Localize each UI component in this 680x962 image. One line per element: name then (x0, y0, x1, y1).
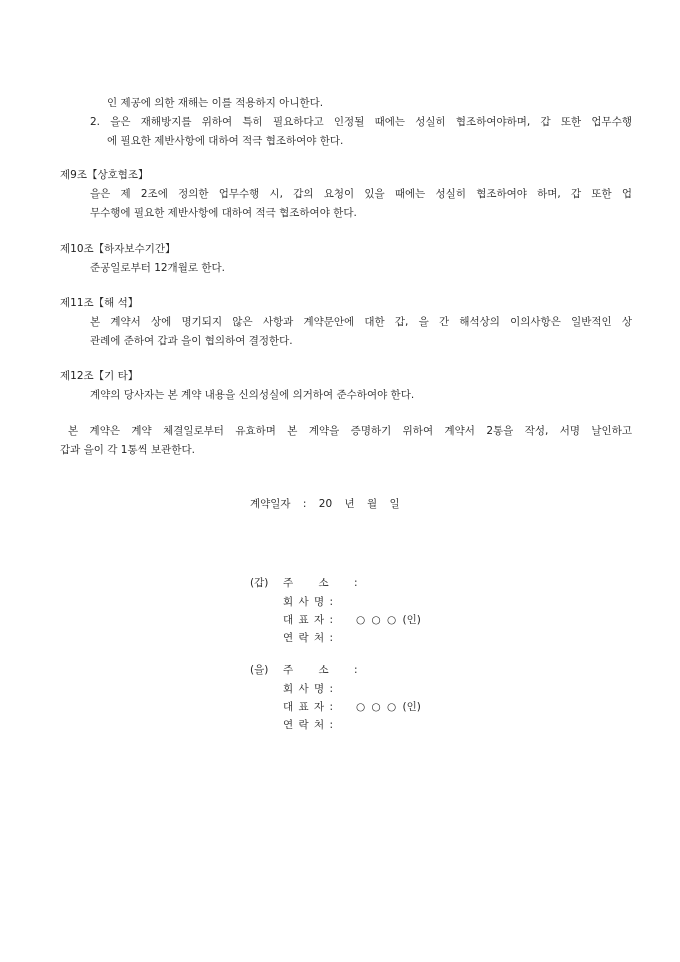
clause-item-2-line2: 에 필요한 제반사항에 대하여 적극 협조하여야 한다. (107, 135, 344, 147)
closing-line2: 갑과 을이 각 1통씩 보관한다. (60, 444, 195, 456)
article-9-line2: 무수행에 필요한 제반사항에 대하여 적극 협조하여야 한다. (90, 207, 357, 219)
party-b-company-label: 회 사 명 : (283, 683, 333, 695)
party-a-company-label: 회 사 명 : (283, 596, 333, 608)
article-12-line1: 계약의 당사자는 본 계약 내용을 신의성실에 의거하여 준수하여야 한다. (90, 389, 415, 401)
clause-item-2-line1: 2. 을은 재해방지를 위하여 특히 필요하다고 인정될 때에는 성실히 협조하여야하며, 갑 또한 업무수행 (90, 116, 632, 128)
closing-line1: 본 계약은 계약 체결일로부터 유효하며 본 계약을 증명하기 위하여 계약서 2통을 작성, 서명 날인하고 (68, 425, 632, 437)
article-11-line2: 관례에 준하여 갑과 을이 협의하여 결정한다. (90, 335, 293, 347)
article-9-title: 제9조【상호협조】 (60, 169, 149, 181)
article-11-title: 제11조【해 석】 (60, 297, 139, 309)
party-a-rep-value: ○ ○ ○ (인) (356, 614, 421, 626)
article-12-title: 제12조【기 타】 (60, 370, 139, 382)
party-a-rep-label: 대 표 자 : (283, 614, 333, 626)
clause-continuation-line: 인 제공에 의한 재해는 이를 적용하지 아니한다. (107, 97, 324, 109)
article-10-line1: 준공일로부터 12개월로 한다. (90, 262, 225, 274)
article-9-line1: 을은 제 2조에 정의한 업무수행 시, 갑의 요청이 있을 때에는 성실히 협조하여야 하며, 갑 또한 업 (90, 188, 632, 200)
party-a-tag: (갑) (250, 577, 269, 589)
party-b-rep-value: ○ ○ ○ (인) (356, 701, 421, 713)
article-11-line1: 본 계약서 상에 명기되지 않은 사항과 계약문안에 대한 갑, 을 간 해석상의 이의사항은 일반적인 상 (90, 316, 632, 328)
party-b-contact-label: 연 락 처 : (283, 719, 333, 731)
party-b-address-label: 주 소 : (283, 664, 358, 676)
party-a-contact-label: 연 락 처 : (283, 632, 333, 644)
party-a-address-label: 주 소 : (283, 577, 358, 589)
party-b-tag: (을) (250, 664, 269, 676)
article-10-title: 제10조【하자보수기간】 (60, 243, 176, 255)
contract-date: 계약일자 : 20 년 월 일 (250, 498, 400, 510)
party-b-rep-label: 대 표 자 : (283, 701, 333, 713)
